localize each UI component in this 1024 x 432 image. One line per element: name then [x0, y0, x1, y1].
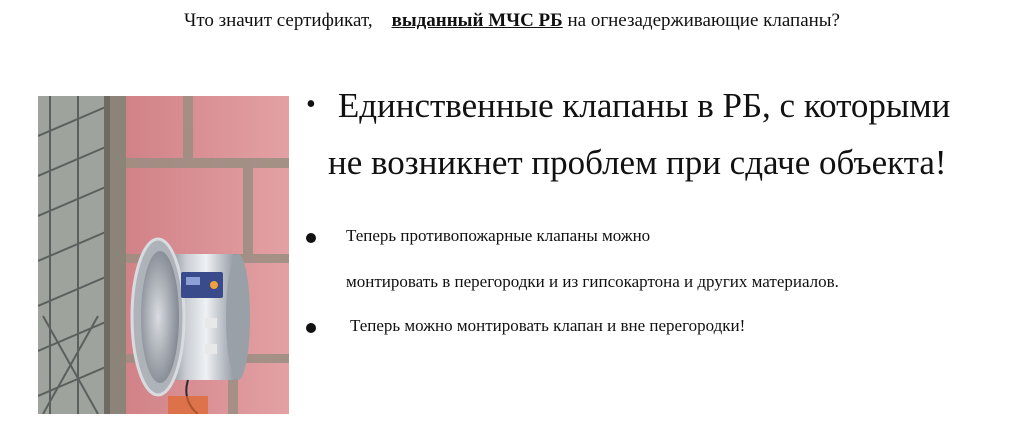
point-2-line1: Теперь можно монтировать клапан и вне перегородки! [350, 316, 746, 335]
page-heading [0, 10, 1024, 32]
main-point-text1: Единственные клапаны в РБ, с которыми [337, 86, 951, 125]
point-1-line2: монтировать в перегородки и из гипсокартона и других материалов. [346, 272, 839, 291]
point-2-bullet [306, 323, 316, 333]
main-point-line1 [306, 86, 950, 126]
main-point-line2: не возникнет проблем при сдаче объекта! [328, 143, 947, 182]
heading-suffix: на огнезадерживающие клапаны? [567, 10, 840, 31]
fire-damper-photo [38, 96, 289, 414]
main-bullet: • [306, 89, 316, 120]
point-1-line1: Теперь противопожарные клапаны можно [346, 226, 651, 245]
heading-emphasis: выданный МЧС РБ [391, 10, 563, 31]
point-1-bullet [306, 233, 316, 243]
heading-prefix: Что значит сертификат, [183, 10, 373, 31]
